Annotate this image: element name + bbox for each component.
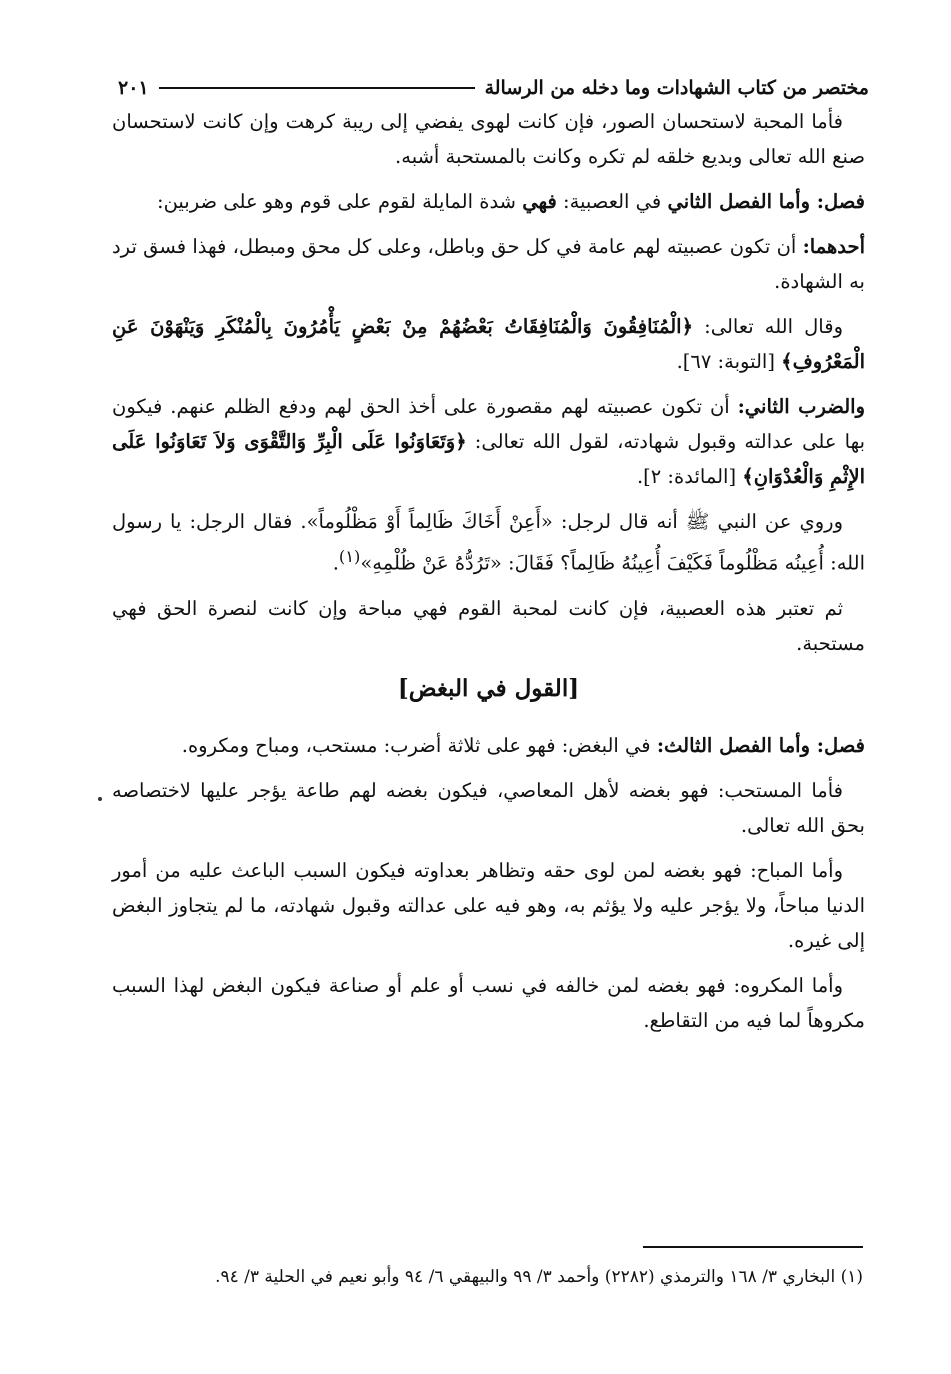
section-title: [القول في البغض] — [397, 674, 580, 702]
paragraph-permissible: وأما المباح: فهو بغضه لمن لوى حقه وتظاهر بعداوته فيكون السبب الباعث عليه من أمور الدنيا مباحاً، ولا يؤجر عليه ولا يؤثم به، وهو فيه على عدالته وقبول شهادته، ما لم يتجاوز البغض إلى غيره. — [112, 858, 865, 952]
quran-verse: ﴿وَتَعَاوَنُوا عَلَى الْبِرِّ وَالتَّقْوَى وَلاَ تَعَاوَنُوا عَلَى الإِثْمِ وَالْعُدْوَانِ﴾ — [112, 430, 865, 488]
paragraph-hadith: وروي عن النبي ﷺ أنه قال لرجل: «أَعِنْ أَخَاكَ ظَالِماً أَوْ مَظْلُوماً». فقال الرجل: يا رسول الله: أُعِينُه مَظْلُوماً فَكَيْفَ أُعِينُهُ ظَالِماً؟ فَقَالَ: «تَرُدُّهُ عَنْ ظُلْمِهِ»$^{(١)}$. — [112, 510, 865, 575]
header-rule — [159, 87, 475, 89]
header-title: مختصر من كتاب الشهادات وما دخله من الرسالة — [484, 77, 869, 99]
second-type-label: والضرب الثاني: — [737, 395, 865, 418]
quran-verse: ﴿الْمُنَافِقُونَ وَالْمُنَافِقَاتُ بَعْضُهُمْ مِنْ بَعْضٍ يَأْمُرُونَ بِالْمُنْكَرِ وَيَنْهَوْنَ عَنِ الْمَعْرُوفِ﴾ — [112, 315, 865, 373]
verse-reference: [التوبة: ٦٧]. — [676, 350, 782, 373]
first-type-label: أحدهما: — [802, 235, 865, 258]
footnote-rule — [643, 1246, 863, 1248]
paragraph-conclusion: ثم تعتبر هذه العصبية، فإن كانت لمحبة القوم فهي مباحة وإن كانت لنصرة الحق فهي مستحبة. — [112, 596, 865, 655]
paragraph-section-three: فصل: وأما الفصل الثالث: في البغض: فهو على ثلاثة أضرب: مستحب، ومباح ومكروه. — [181, 733, 865, 757]
page-body — [112, 104, 865, 1048]
scan-speck — [98, 797, 102, 801]
footnote: (١) البخاري ٣/ ١٦٨ والترمذي (٢٢٨٢) وأحمد ٣/ ٩٩ والبيهقي ٦/ ٩٤ وأبو نعيم في الحلية ٣/ ٩٤. — [215, 1267, 863, 1287]
running-header — [118, 70, 869, 106]
paragraph-disliked: وأما المكروه: فهو بغضه لمن خالفه في نسب أو علم أو صناعة فيكون البغض لهذا السبب مكروهاً لما فيه من التقاطع. — [112, 973, 865, 1032]
paragraph-first-type: أحدهما: أن تكون عصبيته لهم عامة في كل حق وباطل، وعلى كل محق ومبطل، فهذا فسق ترد به الشهادة. — [112, 235, 865, 293]
footnote-marker[interactable]: (١) — [338, 547, 361, 566]
verse-reference: [المائدة: ٢]. — [636, 465, 743, 488]
section-label: فصل: وأما الفصل الثالث: — [656, 733, 865, 757]
paragraph-quran-tawba: وقال الله تعالى: ﴿الْمُنَافِقُونَ وَالْمُنَافِقَاتُ بَعْضُهُمْ مِنْ بَعْضٍ يَأْمُرُونَ بِالْمُنْكَرِ وَيَنْهَوْنَ عَنِ الْمَعْرُوفِ﴾ [التوبة: ٦٧]. — [112, 315, 865, 373]
section-label: فصل: وأما الفصل الثاني — [667, 190, 865, 213]
paragraph-love-of-forms: فأما المحبة لاستحسان الصور، فإن كانت لهوى يفضي إلى ريبة كرهت وإن كانت لاستحسان صنع الله تعالى وبديع خلقه لم تكره وكانت بالمستحبة أشبه. — [112, 110, 865, 168]
paragraph-second-type: والضرب الثاني: أن تكون عصبيته لهم مقصورة على أخذ الحق لهم ودفع الظلم عنهم. فيكون بها على عدالته وقبول شهادته، لقول الله تعالى: ﴿وَتَعَاوَنُوا عَلَى الْبِرِّ وَالتَّقْوَى وَلاَ تَعَاوَنُوا عَلَى الإِثْمِ وَالْعُدْوَانِ﴾ [المائدة: ٢]. — [112, 395, 865, 488]
paragraph-recommended: فأما المستحب: فهو بغضه لأهل المعاصي، فيكون بغضه لهم طاعة يؤجر عليها لاختصاصه بحق الله تعالى. — [112, 778, 865, 837]
page-number: ٢٠١ — [118, 77, 149, 99]
hadith-text: «أَعِنْ أَخَاكَ ظَالِماً أَوْ مَظْلُوماً» — [306, 510, 553, 533]
hadith-text: أُعِينُه مَظْلُوماً فَكَيْفَ أُعِينُهُ ظَالِماً؟ فَقَالَ: «تَرُدُّهُ عَنْ ظُلْمِهِ» — [360, 551, 824, 575]
paragraph-section-two: فصل: وأما الفصل الثاني في العصبية: فهي شدة المايلة لقوم على قوم وهو على ضربين: — [157, 190, 865, 213]
